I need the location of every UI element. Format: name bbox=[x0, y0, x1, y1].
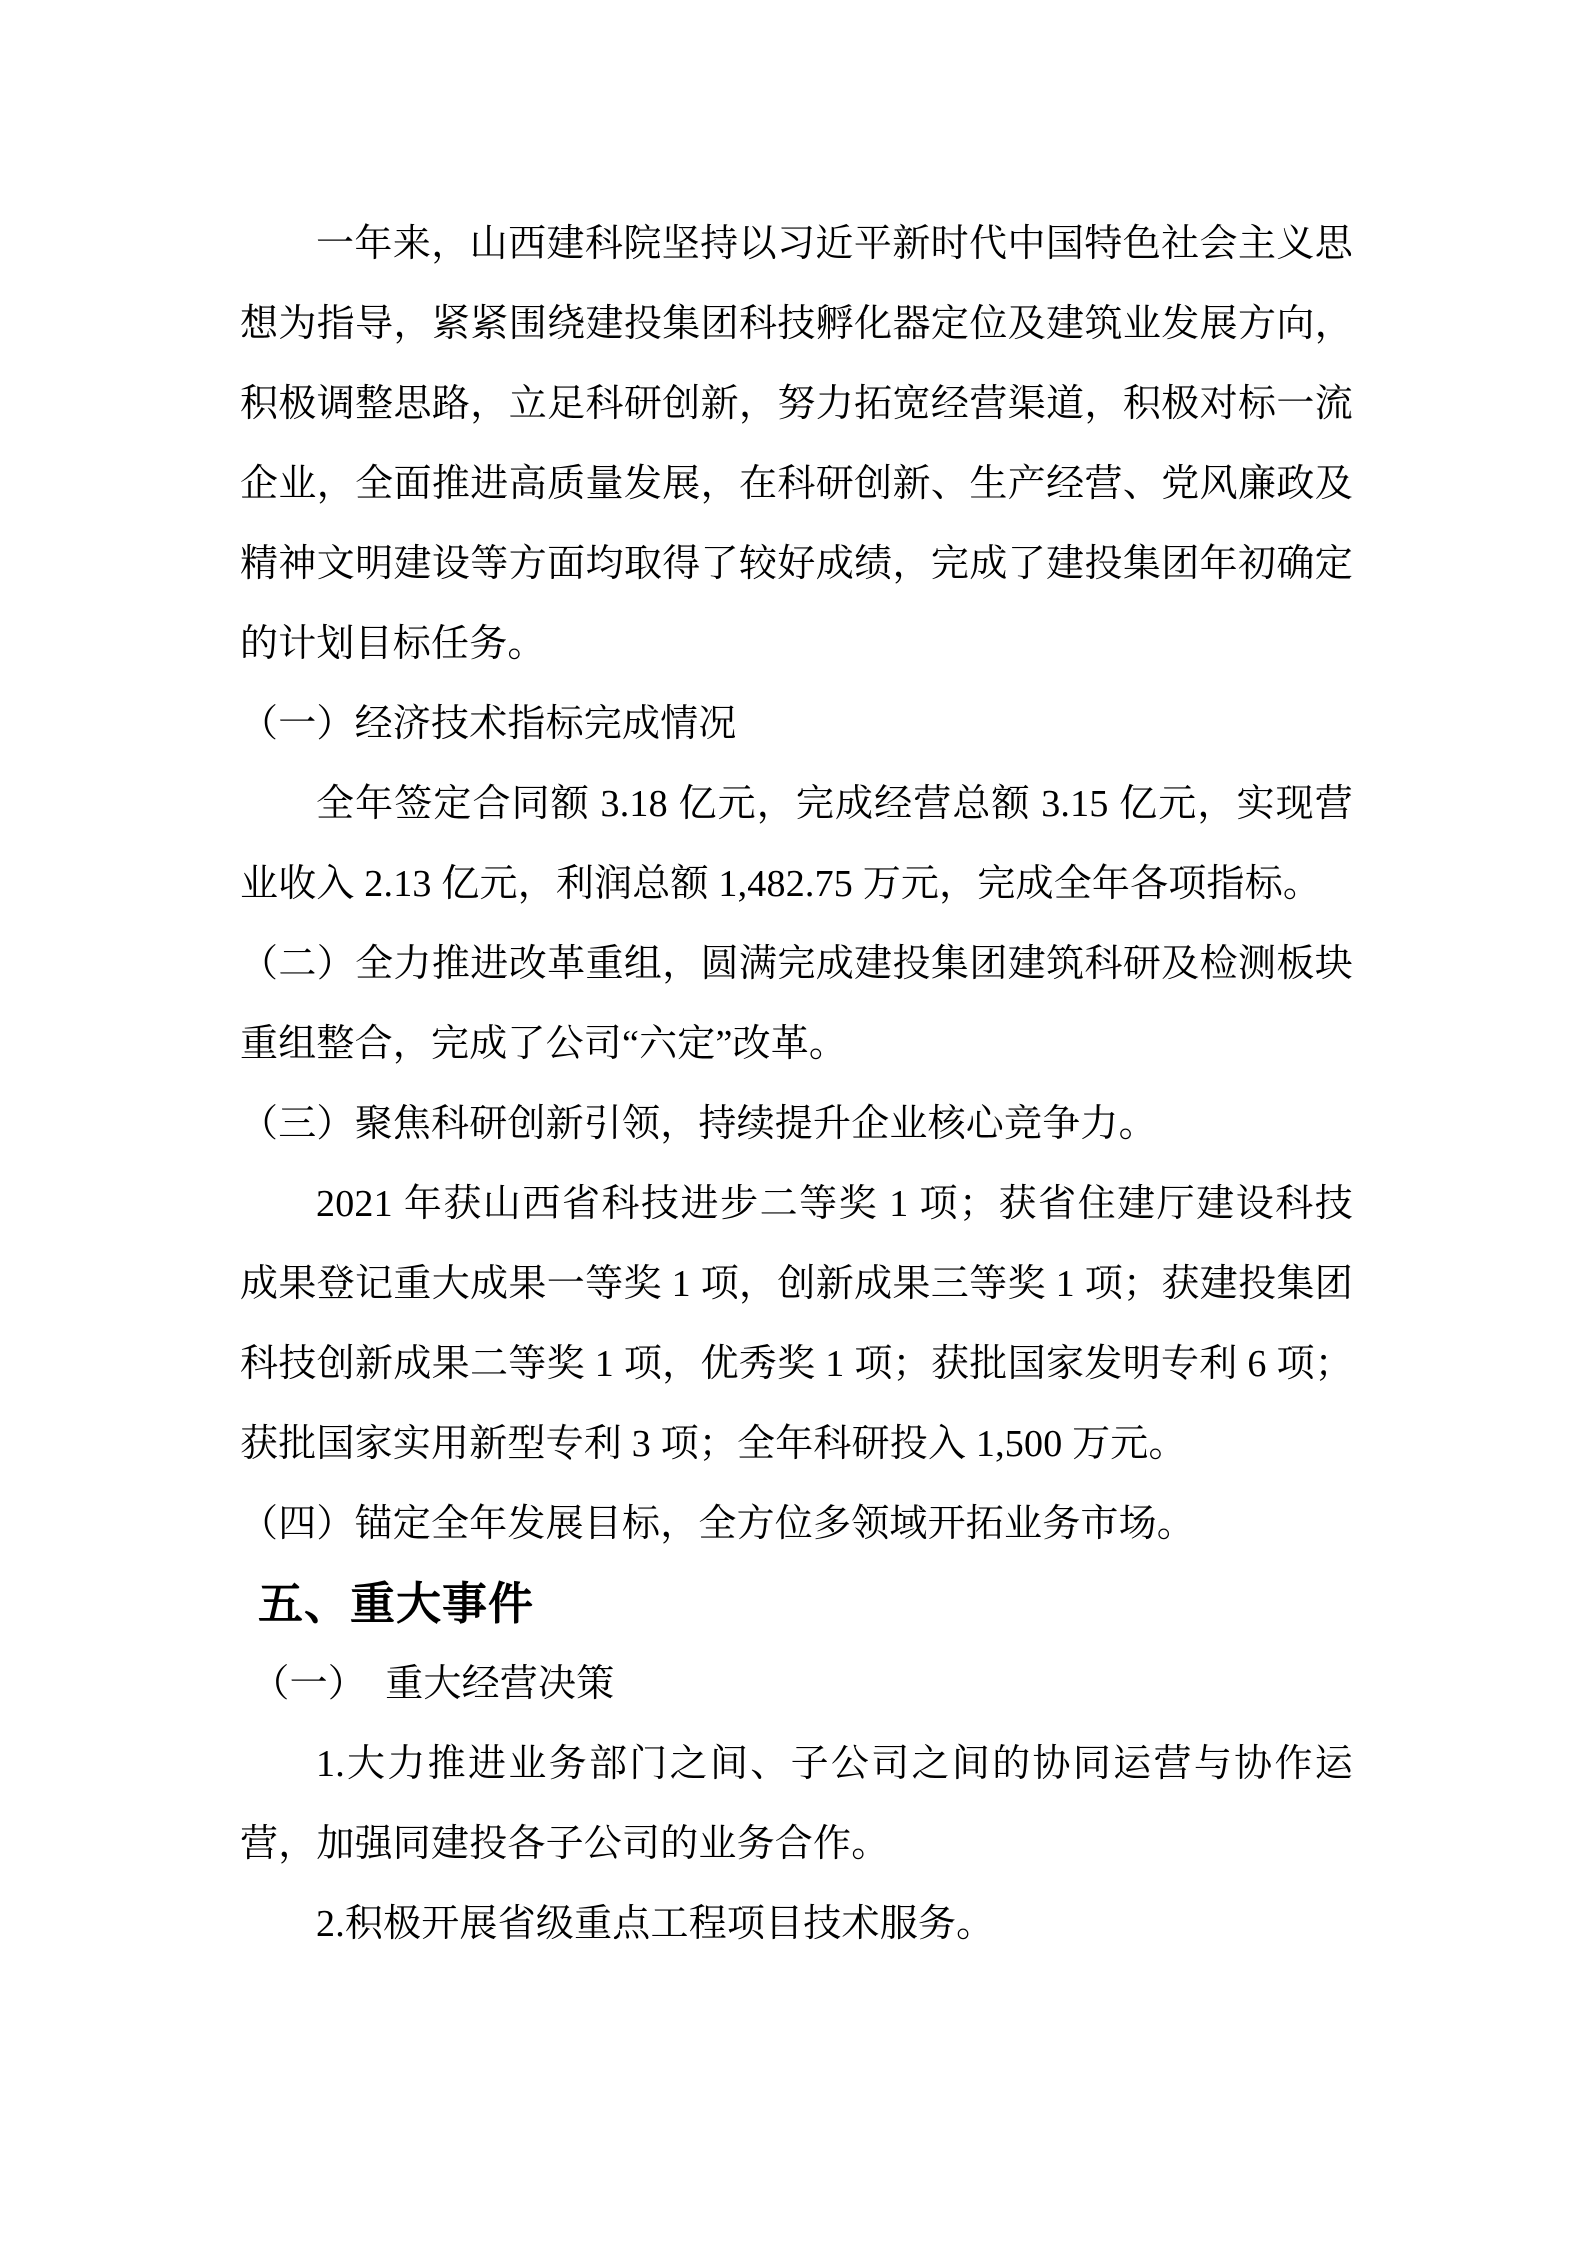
paragraph-numbered-1: 1.大力推进业务部门之间、子公司之间的协同运营与协作运营，加强同建投各子公司的业务合作。 bbox=[240, 1743, 1353, 1865]
section-heading-major-events: 五、重大事件 bbox=[258, 1578, 535, 1629]
paragraph-item-2: （二）全力推进改革重组，圆满完成建投集团建筑科研及检测板块重组整合，完成了公司“六定”改革。 bbox=[240, 943, 1353, 1065]
paragraph-item-1-title: （一）经济技术指标完成情况 bbox=[240, 703, 737, 745]
paragraph-sub-heading-decisions: （一） 重大经营决策 bbox=[251, 1663, 615, 1705]
paragraph-item-4: （四）锚定全年发展目标，全方位多领域开拓业务市场。 bbox=[240, 1503, 1196, 1545]
paragraph-awards: 2021 年获山西省科技进步二等奖 1 项；获省住建厅建设科技成果登记重大成果一等奖 1 项，创新成果三等奖 1 项；获建投集团科技创新成果二等奖 1 项，优秀奖 1 项；获批国家发明专利 6 项；获批国家实用新型专利 3 项；全年科研投入 1,500 万元。 bbox=[240, 1183, 1353, 1465]
paragraph-numbered-2: 2.积极开展省级重点工程项目技术服务。 bbox=[316, 1903, 995, 1945]
paragraph-intro: 一年来，山西建科院坚持以习近平新时代中国特色社会主义思想为指导，紧紧围绕建投集团科技孵化器定位及建筑业发展方向，积极调整思路，立足科研创新，努力拓宽经营渠道，积极对标一流企业，全面推进高质量发展，在科研创新、生产经营、党风廉政及精神文明建设等方面均取得了较好成绩，完成了建投集团年初确定的计划目标任务。 bbox=[240, 223, 1353, 665]
document-body bbox=[240, 204, 1353, 1964]
paragraph-economic-indicators: 全年签定合同额 3.18 亿元，完成经营总额 3.15 亿元，实现营业收入 2.13 亿元，利润总额 1,482.75 万元，完成全年各项指标。 bbox=[240, 783, 1353, 905]
paragraph-item-3: （三）聚焦科研创新引领，持续提升企业核心竞争力。 bbox=[240, 1103, 1157, 1145]
